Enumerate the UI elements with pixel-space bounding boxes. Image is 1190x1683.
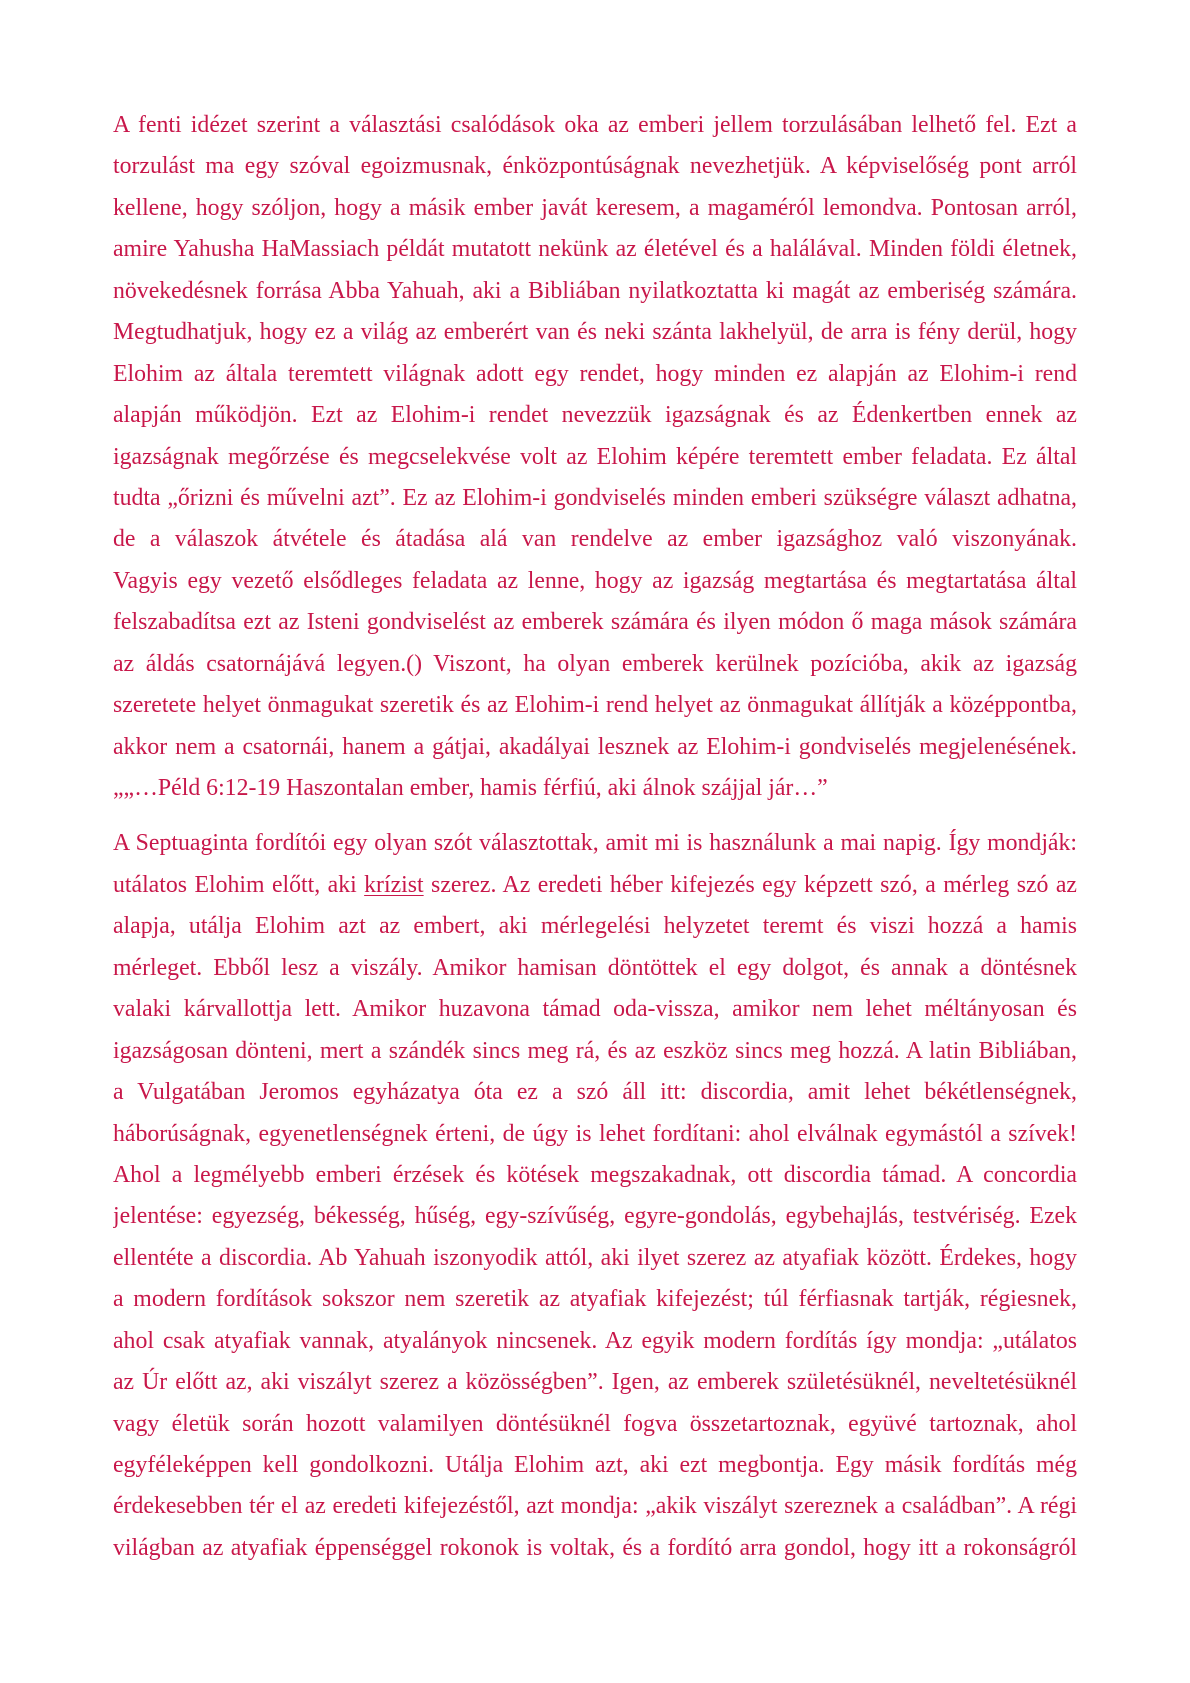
text-line-with-underline (113, 865, 1077, 906)
text-line: a modern fordítások sokszor nem szeretik az atyafiak kifejezést; túl férfiasnak tartják, régiesnek, (113, 1286, 1077, 1313)
text-line: Elohim az általa teremtett világnak adott egy rendet, hogy minden ez alapján az Elohim-i rend (113, 360, 1077, 387)
text-line: A Septuaginta fordítói egy olyan szót választottak, amit mi is használunk a mai napig. Így mondják: (113, 830, 1077, 857)
text-line: Megtudhatjuk, hogy ez a világ az emberért van és neki szánta lakhelyül, de arra is fény derül, hogy (113, 319, 1077, 346)
text-line: ellentéte a discordia. Ab Yahuah iszonyodik attól, aki ilyet szerez az atyafiak között. Érdekes, hogy (113, 1244, 1077, 1271)
text-line: vagy életük során hozott valamilyen döntésüknél fogva összetartoznak, együvé tartoznak, ahol (113, 1410, 1077, 1437)
text-line: növekedésnek forrása Abba Yahuah, aki a Bibliában nyilatkoztatta ki magát az emberiség számára. (113, 277, 1077, 304)
text-line: ahol csak atyafiak vannak, atyalányok nincsenek. Az egyik modern fordítás így mondja: „utálatos (113, 1327, 1077, 1354)
text-segment: szerez. Az eredeti héber kifejezés egy képzett szó, a mérleg szó az (423, 871, 1077, 898)
text-line: szeretete helyet önmagukat szeretik és az Elohim-i rend helyet az önmagukat állítják a középpontba, (113, 692, 1077, 719)
text-line: a Vulgatában Jeromos egyházatya óta ez a szó áll itt: discordia, amit lehet békétlenségnek, (113, 1079, 1077, 1106)
paragraph-1 (113, 105, 1077, 809)
text-line: az Úr előtt az, aki viszályt szerez a közösségben”. Igen, az emberek születésüknél, neveltetésüknél (113, 1369, 1077, 1396)
underlined-word: krízist (364, 871, 424, 898)
text-line: felszabadítsa ezt az Isteni gondviselést az emberek számára és ilyen módon ő maga mások számára (113, 609, 1077, 636)
text-line: akkor nem a csatornái, hanem a gátjai, akadályai lesznek az Elohim-i gondviselés megjelenésének. (113, 733, 1077, 760)
text-segment: utálatos Elohim előtt, aki (113, 871, 365, 898)
text-line: érdekesebben tér el az eredeti kifejezéstől, azt mondja: „akik viszályt szereznek a családban”. A régi (113, 1493, 1077, 1520)
text-line: mérleget. Ebből lesz a viszály. Amikor hamisan döntöttek el egy dolgot, és annak a döntésnek (113, 954, 1077, 981)
text-line: A fenti idézet szerint a választási csalódások oka az emberi jellem torzulásában lelhető fel. Ezt a (113, 112, 1077, 138)
text-line: alapján működjön. Ezt az Elohim-i rendet nevezzük igazságnak és az Édenkertben ennek az (113, 402, 1077, 429)
text-line: háborúságnak, egyenetlenségnek érteni, de úgy is lehet fordítani: ahol elválnak egymástól a szívek! (113, 1120, 1077, 1147)
text-line: jelentése: egyezség, békesség, hűség, egy-szívűség, egyre-gondolás, egybehajlás, testvériség. Ezek (113, 1203, 1077, 1230)
text-line: tudta „őrizni és művelni azt”. Ez az Elohim-i gondviselés minden emberi szükségre választ adhatna, (113, 484, 1077, 511)
text-line: világban az atyafiak éppenséggel rokonok is voltak, és a fordító arra gondol, hogy itt a rokonságról (113, 1534, 1077, 1561)
text-line: de a válaszok átvétele és átadása alá van rendelve az ember igazsághoz való viszonyának. (113, 526, 1077, 553)
text-line: egyféleképpen kell gondolkozni. Utálja Elohim azt, aki ezt megbontja. Egy másik fordítás még (113, 1452, 1077, 1478)
body-text (113, 105, 1077, 1569)
text-line: igazságosan dönteni, mert a szándék sincs meg rá, és az eszköz sincs meg hozzá. A latin Bibliában, (113, 1037, 1077, 1064)
text-line: Vagyis egy vezető elsődleges feladata az lenne, hogy az igazság megtartása és megtartatása által (113, 567, 1077, 594)
text-line: az áldás csatornájává legyen.() Viszont, ha olyan emberek kerülnek pozícióba, akik az igazság (113, 650, 1077, 677)
text-line: amire Yahusha HaMassiach példát mutatott nekünk az életével és a halálával. Minden földi életnek, (113, 236, 1077, 263)
text-line: igazságnak megőrzése és megcselekvése volt az Elohim képére teremtett ember feladata. Ez által (113, 443, 1077, 470)
text-line: Ahol a legmélyebb emberi érzések és kötések megszakadnak, ott discordia támad. A concordia (113, 1161, 1077, 1188)
text-line: valaki kárvallottja lett. Amikor huzavona támad oda-vissza, amikor nem lehet méltányosan és (113, 996, 1077, 1023)
paragraph-2 (113, 823, 1077, 1569)
scripture-quote-line: „„…Péld 6:12-19 Haszontalan ember, hamis férfiú, aki álnok szájjal jár…” (113, 775, 828, 801)
text-line: alapja, utálja Elohim azt az embert, aki mérlegelési helyzetet teremt és viszi hozzá a hamis (113, 913, 1077, 940)
text-line: kellene, hogy szóljon, hogy a másik ember javát keresem, a magaméról lemondva. Pontosan arról, (113, 194, 1077, 221)
text-line: torzulást ma egy szóval egoizmusnak, énközpontúságnak nevezhetjük. A képviselőség pont arról (113, 153, 1077, 180)
